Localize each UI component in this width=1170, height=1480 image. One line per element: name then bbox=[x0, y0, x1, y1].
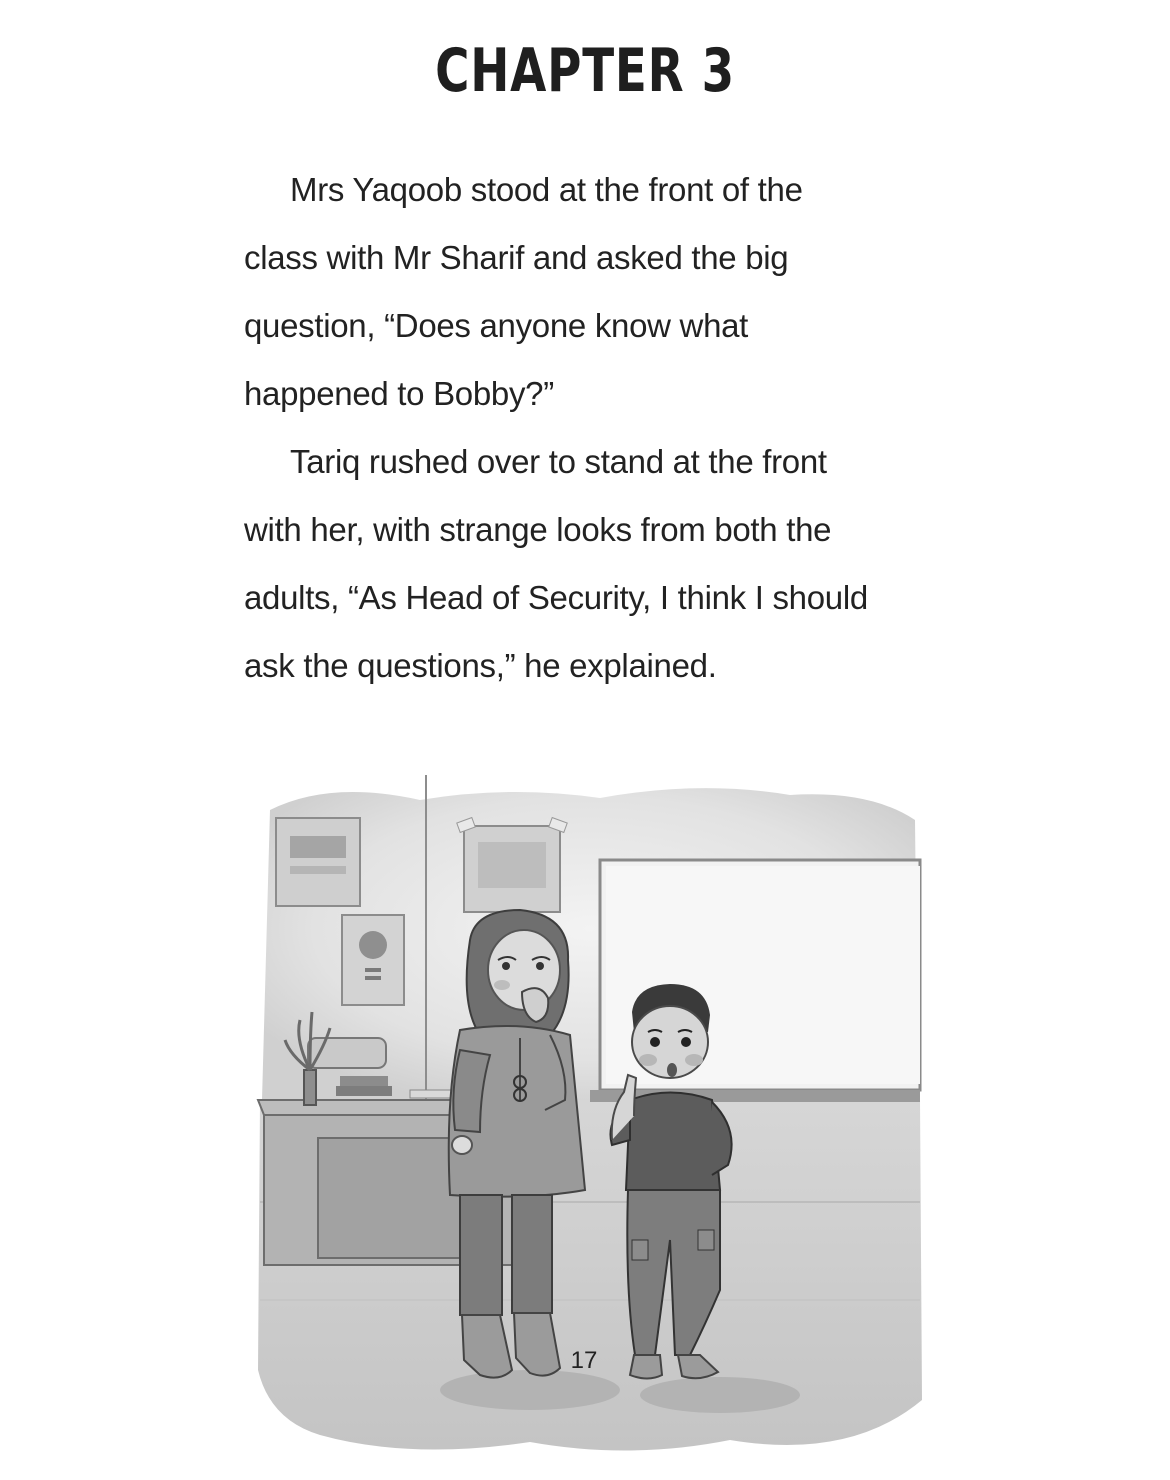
paragraph-2-line-3: adults, “As Head of Security, I think I should bbox=[244, 579, 868, 616]
page-number: 17 bbox=[570, 1347, 598, 1374]
paragraph-2-line-4: ask the questions,” he explained. bbox=[244, 647, 717, 684]
wall-poster-3 bbox=[457, 818, 567, 912]
paragraph-1-line-4: happened to Bobby?” bbox=[244, 375, 554, 412]
paragraph-2-line-2: with her, with strange looks from both the bbox=[244, 511, 832, 548]
wall-poster-1 bbox=[276, 818, 360, 906]
paragraph-2-line-1: Tariq rushed over to stand at the front bbox=[290, 443, 827, 480]
paragraph-1-line-1: Mrs Yaqoob stood at the front of the bbox=[290, 171, 803, 208]
paragraph-1-line-3: question, “Does anyone know what bbox=[244, 307, 749, 344]
whiteboard bbox=[590, 860, 920, 1102]
paragraph-1-line-2: class with Mr Sharif and asked the big bbox=[244, 239, 789, 276]
wall-poster-2 bbox=[342, 915, 404, 1005]
chapter-title: CHAPTER 3 bbox=[435, 36, 735, 106]
